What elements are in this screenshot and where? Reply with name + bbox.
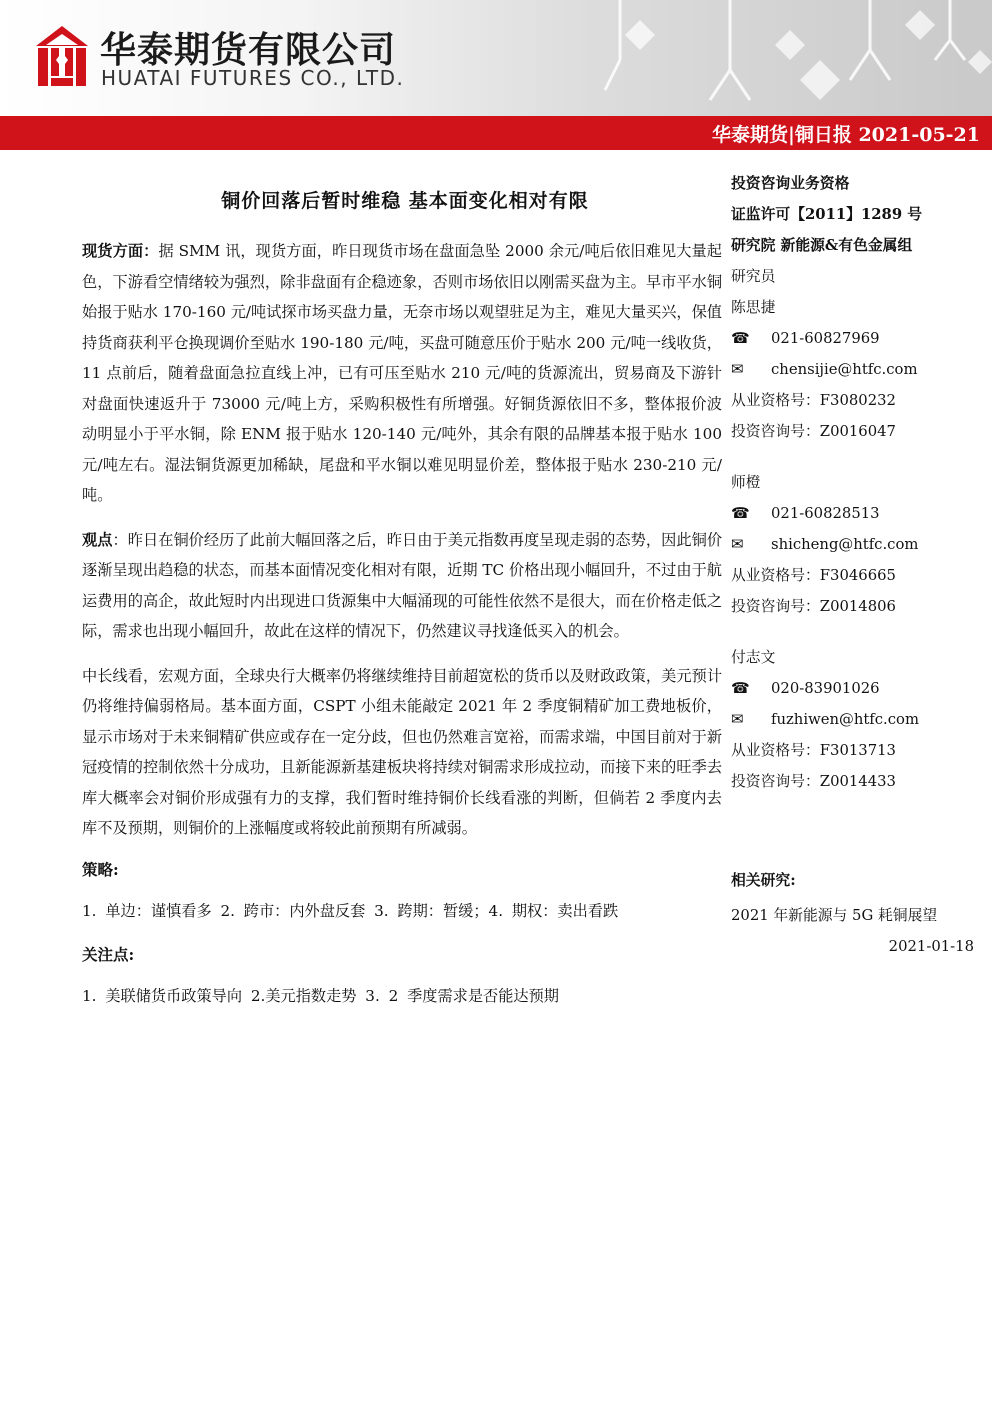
analyst-advisory: 投资咨询号：Z0014433 (731, 773, 896, 790)
analyst-name: 师橙 (731, 474, 761, 491)
analyst-phone (731, 323, 981, 354)
strategy-text: 1. 单边：谨慎看多 2. 跨市：内外盘反套 3. 跨期：暂缓；4. 期权：卖出看跌 (82, 901, 619, 920)
article-body (82, 236, 722, 1028)
strategy-heading: 策略: (82, 859, 119, 879)
analyst-license: 从业资格号：F3046665 (731, 567, 896, 584)
sidebar (731, 168, 981, 962)
longterm-paragraph: 中长线看，宏观方面，全球央行大概率仍将继续维持目前超宽松的货币以及财政政策，美元预计仍将维持偏弱格局。基本面方面，CSPT 小组未能敲定 2021 年 2 季度铜精矿加工费地板价，显示市场对于未来铜精矿供应或存在一定分歧，但也仍然难言宽裕，而需求端，中国目前对于新冠疫情的控制依然十分成功，且新能源新基建板块将持续对铜需求形成拉动，而接下来的旺季去库大概率会对铜价形成强有力的支撑，我们暂时维持铜价长线看涨的判断，但倘若 2 季度内去库不及预期，则铜价的上涨幅度或将较此前预期有所减弱。 (82, 666, 722, 837)
view-paragraph (82, 525, 722, 647)
spot-text: 据 SMM 讯，现货方面，昨日现货市场在盘面急坠 2000 余元/吨后依旧难见大量起色，下游看空情绪较为强烈，除非盘面有企稳迹象，否则市场依旧以刚需买盘为主。早市平水铜始报于贴水 170-160 元/吨试探市场买盘力量，无奈市场以观望驻足为主，难见大量买兴，保值持货商获利平仓换现调价至贴水 190-180 元/吨，买盘可随意压价于贴水 200 元/吨一线收货，11 点前后，随着盘面急拉直线上冲，已有可压至贴水 210 元/吨的货源流出，贸易商及下游针对盘面快速返升于 73000 元/吨上方，采购积极性有所增强。好铜货源依旧不多，整体报价波动明显小于平水铜，除 ENM 报于贴水 120-140 元/吨外，其余有限的品牌基本报于贴水 100 元/吨左右。湿法铜货源更加稀缺，尾盘和平水铜以难见明显价差，整体报于贴水 230-210 元/吨。 (82, 242, 722, 504)
analyst-email[interactable] (731, 704, 981, 735)
envelope-icon: ✉ (731, 361, 744, 378)
article-title: 铜价回落后暂时维稳 基本面变化相对有限 (221, 190, 589, 212)
phone-number: 021-60828513 (771, 505, 880, 522)
email-link[interactable]: shicheng@htfc.com (771, 536, 919, 553)
spot-paragraph (82, 236, 722, 511)
analyst-license: 从业资格号：F3080232 (731, 392, 896, 409)
related-date: 2021-01-18 (888, 938, 974, 955)
role: 研究员 (731, 268, 776, 285)
email-link[interactable]: fuzhiwen@htfc.com (771, 711, 919, 728)
analyst-name: 陈思捷 (731, 299, 776, 316)
license-number: 证监许可【2011】1289 号 (731, 206, 923, 223)
analyst-license: 从业资格号：F3013713 (731, 742, 896, 759)
analyst-advisory: 投资咨询号：Z0014806 (731, 598, 896, 615)
qualification: 投资咨询业务资格 (731, 175, 850, 192)
phone-icon: ☎ (731, 680, 750, 697)
focus-text: 1. 美联储货币政策导向 2.美元指数走势 3. 2 季度需求是否能达预期 (82, 986, 559, 1005)
page-header (0, 0, 992, 116)
header-decoration (600, 0, 992, 116)
related-title[interactable]: 2021 年新能源与 5G 耗铜展望 (731, 907, 938, 924)
report-line: 华泰期货|铜日报 2021-05-21 (711, 124, 980, 146)
envelope-icon: ✉ (731, 711, 744, 728)
phone-number: 020-83901026 (771, 680, 880, 697)
analyst-phone (731, 673, 981, 704)
spot-label: 现货方面： (82, 242, 159, 260)
phone-icon: ☎ (731, 505, 750, 522)
analyst-email[interactable] (731, 354, 981, 385)
report-banner (0, 116, 992, 150)
company-name-en: HUATAI FUTURES CO., LTD. (101, 66, 405, 90)
view-text: ：昨日在铜价经历了此前大幅回落之后，昨日由于美元指数再度呈现走弱的态势，因此铜价逐渐呈现出趋稳的状态，而基本面情况变化相对有限，近期 TC 价格出现小幅回升，不过由于航运费用的高企，故此短时内出现进口货源集中大幅涌现的可能性依然不是很大，而在价格走低之际，需求也出现小幅回升，故此在这样的情况下，仍然建议寻找逢低买入的机会。 (82, 530, 723, 640)
related-heading: 相关研究: (731, 872, 796, 889)
analyst-advisory: 投资咨询号：Z0016047 (731, 423, 896, 440)
huatai-logo (34, 24, 90, 88)
focus-heading: 关注点: (82, 944, 135, 964)
phone-icon: ☎ (731, 330, 750, 347)
analyst-email[interactable] (731, 529, 981, 560)
analyst-phone (731, 498, 981, 529)
analyst-name: 付志文 (731, 649, 776, 666)
institute: 研究院 新能源&有色金属组 (731, 237, 913, 254)
email-link[interactable]: chensijie@htfc.com (771, 361, 918, 378)
phone-number: 021-60827969 (771, 330, 880, 347)
company-name-cn: 华泰期货有限公司 (100, 30, 397, 71)
envelope-icon: ✉ (731, 536, 744, 553)
view-label: 观点 (82, 530, 113, 549)
